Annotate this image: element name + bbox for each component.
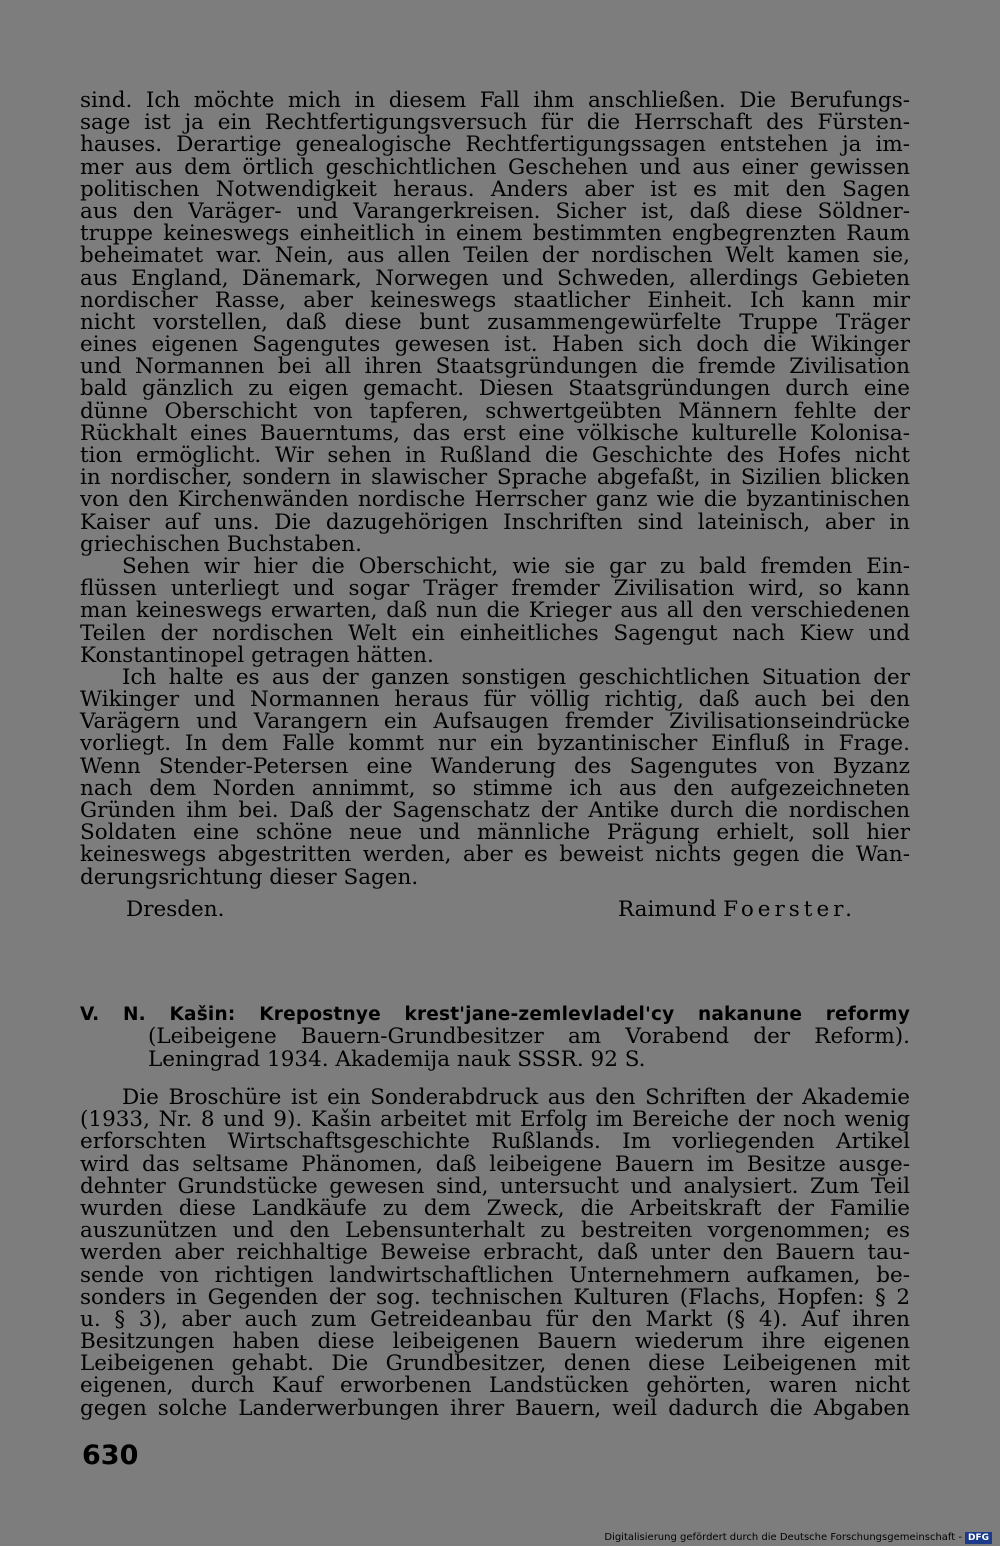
text-line: sage ist ja ein Rechtfertigungsversuch für die Herrschaft des Fürsten- bbox=[80, 110, 910, 136]
text-line: Konstantinopel getragen hätten. bbox=[80, 642, 434, 668]
text-line: aus den Varäger- und Varangerkreisen. Sicher ist, daß diese Söldner- bbox=[80, 198, 910, 224]
text-line: vorliegt. In dem Falle kommt nur ein byzantinischer Einfluß in Frage. bbox=[80, 731, 910, 757]
text-line: sind. Ich möchte mich in diesem Fall ihm anschließen. Die Berufungs- bbox=[80, 88, 910, 113]
paragraph-1 bbox=[80, 90, 910, 556]
text-line: truppe keineswegs einheitlich in einem bestimmten engbegrenzten Raum bbox=[80, 221, 910, 247]
text-line: dünne Oberschicht von tapferen, schwertgeübten Männern fehlte der bbox=[80, 398, 910, 424]
text-line: u. § 3), aber auch zum Getreideanbau für den Markt (§ 4). Auf ihren bbox=[80, 1306, 910, 1332]
text-line: Besitzungen haben diese leibeigenen Bauern wiederum ihre eigenen bbox=[80, 1329, 910, 1355]
text-line: Teilen der nordischen Welt ein einheitliches Sagengut nach Kiew und bbox=[80, 620, 910, 646]
text-line: griechischen Buchstaben. bbox=[80, 531, 362, 557]
signature-row bbox=[0, 897, 1000, 923]
text-line: wurden diese Landkäufe zu dem Zweck, die Arbeitskraft der Familie bbox=[80, 1195, 910, 1221]
text-line: Die Broschüre ist ein Sonderabdruck aus den Schriften der Akademie bbox=[122, 1085, 910, 1110]
text-line: nicht vorstellen, daß diese bunt zusammengewürfelte Truppe Träger bbox=[80, 309, 910, 335]
review-title-line bbox=[80, 1002, 910, 1025]
text-line: Leibeigenen gehabt. Die Grundbesitzer, denen diese Leibeigenen mit bbox=[80, 1351, 910, 1377]
article-body-top bbox=[80, 90, 910, 889]
page-number: 630 bbox=[82, 1440, 139, 1471]
author-last-name: Foerster. bbox=[723, 897, 856, 922]
text-line: werden aber reichhaltige Beweise erbracht, daß unter den Bauern tau- bbox=[80, 1240, 910, 1266]
text-line: Wenn Stender-Petersen eine Wanderung des Sagengutes von Byzanz bbox=[80, 753, 910, 779]
text-line: Soldaten eine schöne neue und männliche Prägung erhielt, soll hier bbox=[80, 820, 910, 846]
paragraph-2 bbox=[80, 553, 910, 668]
paragraph-4 bbox=[80, 1087, 910, 1420]
text-line: auszunützen und den Lebensunterhalt zu bestreiten vorgenommen; es bbox=[80, 1218, 910, 1244]
signature-place: Dresden. bbox=[126, 897, 225, 922]
review-title: Krepostnye krest'jane-zemlevladel'cy nakanune reformy bbox=[259, 1004, 910, 1025]
text-line: erforschten Wirtschaftsgeschichte Rußlands. Im vorliegenden Artikel bbox=[80, 1129, 910, 1155]
digitization-footer bbox=[604, 1532, 992, 1544]
review-author: V. N. Kašin: bbox=[80, 1004, 236, 1025]
text-line: flüssen unterliegt und sogar Träger fremder Zivilisation wird, so kann bbox=[80, 576, 910, 602]
text-line: Rückhalt eines Bauerntums, das erst eine völkische kulturelle Kolonisa- bbox=[80, 420, 910, 446]
text-line: politischen Notwendigkeit heraus. Anders aber ist es mit den Sagen bbox=[80, 176, 910, 202]
article-body-bottom bbox=[80, 1087, 910, 1420]
text-line: (1933, Nr. 8 und 9). Kašin arbeitet mit Erfolg im Bereiche der noch wenig bbox=[80, 1107, 910, 1133]
text-line: Gründen ihm bei. Daß der Sagenschatz der Antike durch die nordischen bbox=[80, 798, 910, 823]
dfg-logo: DFG bbox=[965, 1532, 992, 1544]
text-line: keineswegs abgestritten werden, aber es beweist nichts gegen die Wan- bbox=[80, 842, 910, 868]
text-line: bald gänzlich zu eigen gemacht. Diesen Staatsgründungen durch eine bbox=[80, 376, 910, 402]
text-line: nach dem Norden annimmt, so stimme ich aus den aufgezeichneten bbox=[80, 775, 910, 801]
text-line: beheimatet war. Nein, aus allen Teilen der nordischen Welt kamen sie, bbox=[80, 243, 910, 269]
signature-author bbox=[618, 897, 856, 923]
text-line: von den Kirchenwänden nordische Herrscher ganz wie die byzantinischen bbox=[80, 487, 910, 513]
footer-text: Digitalisierung gefördert durch die Deutsche Forschungsgemeinschaft - bbox=[604, 1532, 962, 1543]
text-line: wird das seltsame Phänomen, daß leibeigene Bauern im Besitze ausge- bbox=[80, 1151, 910, 1177]
text-line: und Normannen bei all ihren Staatsgründungen die fremde Zivilisation bbox=[80, 354, 910, 380]
paragraph-3 bbox=[80, 664, 910, 890]
text-line: Varägern und Varangern ein Aufsaugen fremder Zivilisationseindrücke bbox=[80, 709, 910, 735]
text-line: in nordischer, sondern in slawischer Sprache abgefaßt, in Sizilien blicken bbox=[80, 465, 910, 491]
text-line: Kaiser auf uns. Die dazugehörigen Inschriften sind lateinisch, aber in bbox=[80, 509, 910, 535]
review-publication-line: Leningrad 1934. Akademija nauk SSSR. 92 S. bbox=[148, 1047, 646, 1072]
text-line: hauses. Derartige genealogische Rechtfertigungssagen entstehen ja im- bbox=[80, 132, 910, 158]
review-heading bbox=[80, 1002, 910, 1071]
text-line: eigenen, durch Kauf erworbenen Landstücken gehörten, waren nicht bbox=[80, 1373, 910, 1399]
review-subtitle-line: (Leibeigene Bauern-Grundbesitzer am Vorabend der Reform). bbox=[148, 1024, 910, 1049]
text-line: derungsrichtung dieser Sagen. bbox=[80, 864, 419, 890]
text-line: man keineswegs erwarten, daß nun die Krieger aus all den verschiedenen bbox=[80, 598, 910, 624]
text-line: nordischer Rasse, aber keineswegs staatlicher Einheit. Ich kann mir bbox=[80, 287, 910, 313]
text-line: Sehen wir hier die Oberschicht, wie sie gar zu bald fremden Ein- bbox=[122, 553, 910, 579]
text-line: sonders in Gegenden der sog. technischen Kulturen (Flachs, Hopfen: § 2 bbox=[80, 1284, 910, 1310]
text-line: tion ermöglicht. Wir sehen in Rußland die Geschichte des Hofes nicht bbox=[80, 443, 910, 468]
author-first-name: Raimund bbox=[618, 897, 717, 922]
text-line: dehnter Grundstücke gewesen sind, untersucht und analysiert. Zum Teil bbox=[80, 1173, 910, 1199]
text-line: mer aus dem örtlich geschichtlichen Geschehen und aus einer gewissen bbox=[80, 154, 910, 180]
text-line: gegen solche Landerwerbungen ihrer Bauern, weil dadurch die Abgaben bbox=[80, 1395, 910, 1421]
text-line: sende von richtigen landwirtschaftlichen Unternehmern aufkamen, be- bbox=[80, 1262, 910, 1288]
text-line: aus England, Dänemark, Norwegen und Schweden, allerdings Gebieten bbox=[80, 265, 910, 291]
text-line: eines eigenen Sagengutes gewesen ist. Haben sich doch die Wikinger bbox=[80, 332, 910, 358]
text-line: Wikinger und Normannen heraus für völlig richtig, daß auch bei den bbox=[80, 687, 910, 713]
text-line: Ich halte es aus der ganzen sonstigen geschichtlichen Situation der bbox=[122, 664, 910, 690]
